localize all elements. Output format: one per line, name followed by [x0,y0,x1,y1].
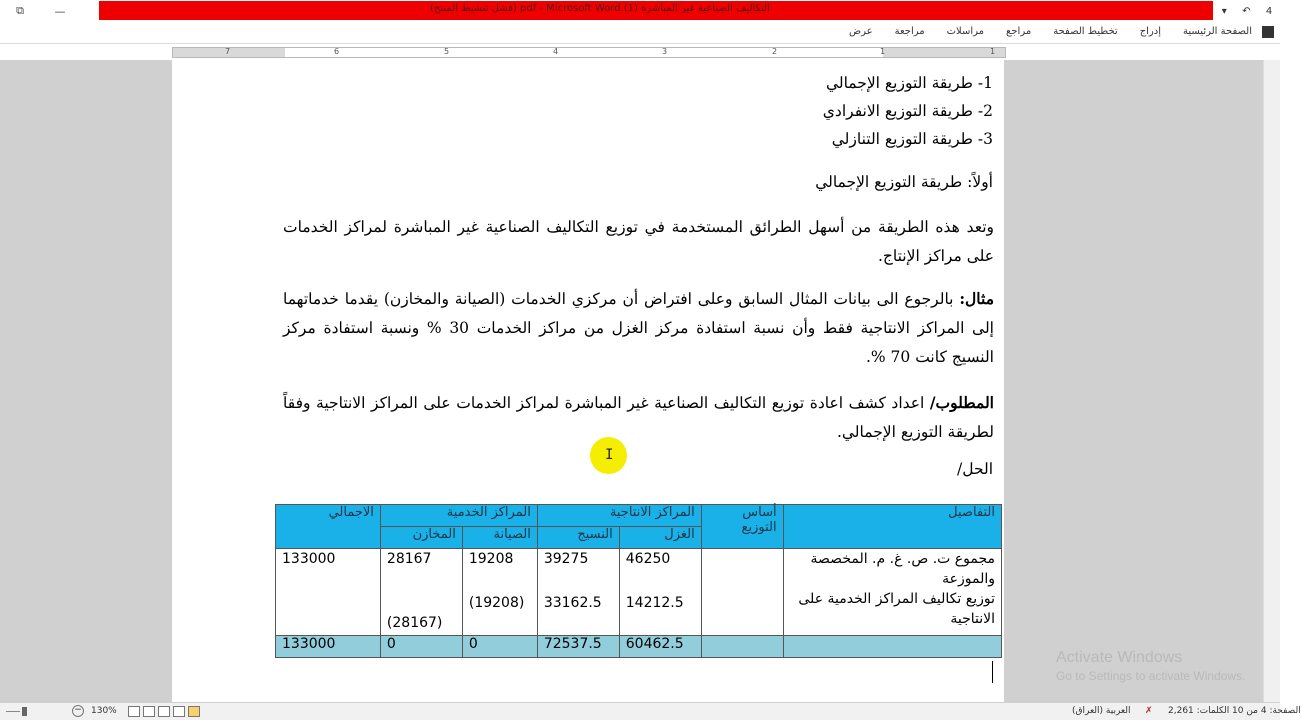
row-details [783,549,1001,636]
header-service: المراكز الخدمية [380,505,537,527]
header-basis: أساس التوزيع [701,505,783,549]
zoom-thumb[interactable] [22,707,27,716]
ruler-number: 1 [880,47,886,56]
cell-value: 133000 [282,551,336,567]
view-web-icon[interactable] [158,706,170,717]
cell-value: 39275 [543,551,589,567]
totals-total: 133000 [276,636,381,658]
tab-home[interactable]: الصفحة الرئيسية [1183,26,1252,37]
tab-page-layout[interactable]: تخطيط الصفحة [1053,26,1118,37]
language-status[interactable]: العربية (العراق) [1072,706,1131,716]
horizontal-ruler[interactable] [172,47,1006,58]
header-maintenance: الصيانة [462,527,537,549]
cell-value: 19208 [468,551,514,567]
cell-value: 28167 [386,551,432,567]
ruler-number: 2 [772,47,778,56]
totals-row [276,636,1002,658]
example-text: بالرجوع الى بيانات المثال السابق وعلى افتراض أن مركزي الخدمات (الصيانة والمخازن) يقدما خدماتهما إلى المراكز الانتاجية فقط وأن نسبة استفادة مركز الغزل من مراكز الخدمات 30 % ونسبة استفادة مركز النسيج كانت 70 %. [283,290,994,366]
word-count[interactable]: الكلمات: 2,261 [1168,706,1230,716]
zoom-minus-icon[interactable]: − [72,705,84,717]
qat-more-icon[interactable]: ▾ [1221,5,1227,17]
watermark-subtitle: Go to Settings to activate Windows. [1056,669,1246,683]
row-stores [380,549,462,636]
view-reading-icon[interactable] [173,706,185,717]
ribbon-tabs [849,26,1252,37]
row-spinning [619,549,701,636]
window-title: التكاليف الصناعية غير المباشرة (1).pdf - Microsoft Word (فشل تنشيط المنتج) [430,3,770,14]
intro-paragraph: وتعد هذه الطريقة من أسهل الطرائق المستخدمة في توزيع التكاليف الصناعية غير المباشرة لمراكز الخدمات على مراكز الإنتاج. [283,218,994,265]
ribbon [0,22,1280,44]
totals-weaving: 72537.5 [537,636,619,658]
vertical-scrollbar[interactable] [1263,60,1280,702]
cell-value: (19208) [468,595,525,611]
row-maintenance [462,549,537,636]
header-details: التفاصيل [783,505,1001,549]
detail-line: مجموع ت. ص. غ. م. المخصصة والموزعة [810,551,995,587]
save-icon[interactable]: 4 [1265,5,1273,17]
section-heading: أولاً: طريقة التوزيع الإجمالي [815,173,993,191]
title-bar [0,0,1280,22]
solution-label: الحل/ [957,460,993,478]
tab-view[interactable]: عرض [849,26,873,37]
cell-value: (28167) [386,615,443,631]
help-icon[interactable] [1262,26,1274,38]
row-total [276,549,381,636]
zoom-level[interactable]: 130% [91,706,117,716]
example-label: مثال: [959,289,994,308]
detail-line: توزيع تكاليف المراكز الخدمية على الانتاجية [798,591,995,627]
distribution-table [275,504,1002,658]
undo-icon[interactable]: ↶ [1242,5,1251,17]
status-bar [0,702,1301,720]
table-row [276,549,1002,636]
activation-watermark [1056,649,1245,683]
example-paragraph [283,284,994,372]
text-cursor-icon: I [605,447,614,463]
ruler-number: 7 [225,47,231,56]
tab-references[interactable]: مراجع [1006,26,1032,37]
proofing-icon[interactable]: ✗ [1145,706,1153,716]
header-production: المراكز الانتاجية [537,505,701,527]
required-text: اعداد كشف اعادة توزيع التكاليف الصناعية غير المباشرة لمراكز الخدمات على المراكز الانتاجية وفقاً لطريقة التوزيع الإجمالي. [283,394,994,441]
required-paragraph [283,388,994,447]
row-basis [701,549,783,636]
quick-access-toolbar [1214,0,1280,22]
restore-icon[interactable]: ⧉ [16,4,24,17]
minimize-icon[interactable]: — [54,4,66,18]
totals-maintenance: 0 [462,636,537,658]
cell-value: 14212.5 [625,595,684,611]
ruler-number: 4 [553,47,559,56]
tab-insert[interactable]: إدراج [1139,26,1161,37]
header-total: الاجمالي [276,505,381,549]
view-outline-icon[interactable] [143,706,155,717]
view-print-icon[interactable] [188,706,200,717]
list-item: 2- طريقة التوزيع الانفرادي [822,102,993,120]
totals-details [783,636,1001,658]
watermark-title: Activate Windows [1056,649,1183,666]
view-draft-icon[interactable] [128,706,140,717]
text-caret [992,661,993,683]
ruler-text-area [285,47,886,57]
totals-stores: 0 [380,636,462,658]
header-spinning: الغزل [619,527,701,549]
required-label: المطلوب/ [929,393,994,412]
zoom-slider[interactable] [6,711,20,712]
row-weaving [537,549,619,636]
page-number[interactable]: الصفحة: 4 من 10 [1232,706,1301,716]
list-item: 1- طريقة التوزيع الإجمالي [825,74,993,92]
totals-spinning: 60462.5 [619,636,701,658]
ruler-number: 5 [444,47,450,56]
header-stores: المخازن [380,527,462,549]
ruler-number: 6 [334,47,340,56]
tab-review[interactable]: مراجعة [894,26,925,37]
totals-basis [701,636,783,658]
ruler-number: 3 [662,47,668,56]
cell-value: 33162.5 [543,595,602,611]
tab-mailings[interactable]: مراسلات [946,26,985,37]
cell-value: 46250 [625,551,671,567]
window-controls [0,0,80,22]
list-item: 3- طريقة التوزيع التنازلي [831,130,993,148]
header-weaving: النسيج [537,527,619,549]
ruler-number: 1 [990,47,996,56]
